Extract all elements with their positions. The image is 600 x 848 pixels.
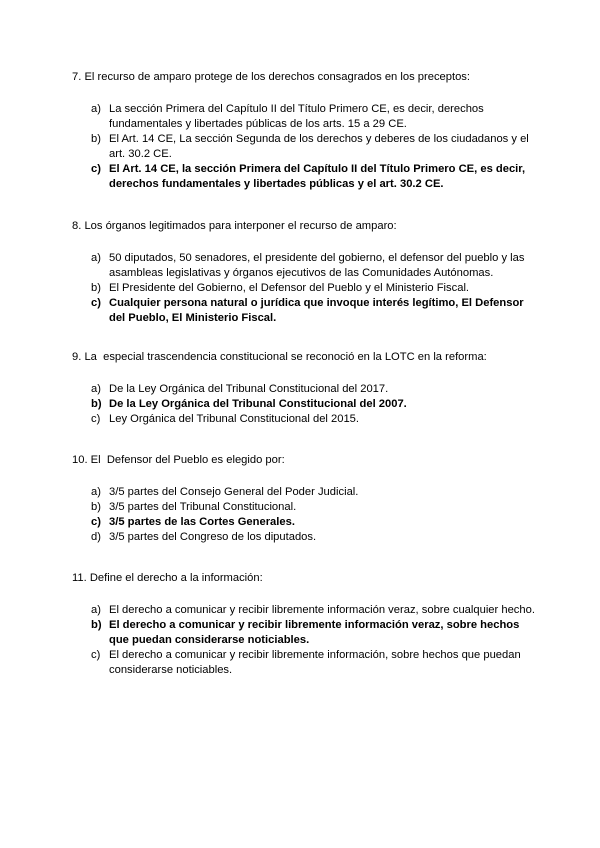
option-letter: d) xyxy=(91,531,101,543)
options-list xyxy=(72,485,542,545)
option-text: De la Ley Orgánica del Tribunal Constitucional del 2017. xyxy=(109,383,389,395)
option-letter: c) xyxy=(91,516,101,528)
question-8 xyxy=(72,219,542,326)
question-title: 11. Define el derecho a la información: xyxy=(72,572,263,584)
options-list xyxy=(72,251,542,326)
option-letter: a) xyxy=(91,252,101,264)
option-text: Ley Orgánica del Tribunal Constitucional del 2015. xyxy=(109,413,360,425)
option-text: La sección Primera del Capítulo II del Título Primero CE, es decir, derechos fundamentales y libertades públicas de los arts. 15 a 29 CE. xyxy=(109,103,484,130)
option-letter: b) xyxy=(91,133,101,145)
option-a xyxy=(91,382,542,397)
option-a xyxy=(91,251,542,281)
option-letter: a) xyxy=(91,383,101,395)
options-list xyxy=(72,382,542,427)
options-list xyxy=(72,102,542,192)
option-d xyxy=(91,530,542,545)
option-c-correct xyxy=(91,296,542,326)
option-b-correct xyxy=(91,618,542,648)
option-text: De la Ley Orgánica del Tribunal Constitucional del 2007. xyxy=(109,398,407,410)
question-title: 7. El recurso de amparo protege de los derechos consagrados en los preceptos: xyxy=(72,71,471,83)
option-c xyxy=(91,648,542,678)
question-9 xyxy=(72,350,542,427)
option-letter: c) xyxy=(91,649,101,661)
option-letter: c) xyxy=(91,297,101,309)
option-text: Cualquier persona natural o jurídica que invoque interés legítimo, El Defensor del Pueblo, El Ministerio Fiscal. xyxy=(109,297,524,324)
option-c-correct xyxy=(91,515,542,530)
option-letter: c) xyxy=(91,413,101,425)
question-11 xyxy=(72,571,542,678)
option-text: 3/5 partes del Tribunal Constitucional. xyxy=(109,501,297,513)
option-b-correct xyxy=(91,397,542,412)
option-c xyxy=(91,412,542,427)
option-letter: b) xyxy=(91,398,102,410)
question-title: 9. La especial trascendencia constitucional se reconoció en la LOTC en la reforma: xyxy=(72,351,487,363)
question-title: 8. Los órganos legitimados para interponer el recurso de amparo: xyxy=(72,220,397,232)
option-c-correct xyxy=(91,162,542,192)
option-text: 50 diputados, 50 senadores, el presidente del gobierno, el defensor del pueblo y las asambleas legislativas y órganos ejecutivos de las Comunidades Autónomas. xyxy=(109,252,525,279)
option-text: El Art. 14 CE, La sección Segunda de los derechos y deberes de los ciudadanos y el art. 30.2 CE. xyxy=(109,133,529,160)
question-title: 10. El Defensor del Pueblo es elegido por: xyxy=(72,454,285,466)
option-a xyxy=(91,603,542,618)
question-10 xyxy=(72,453,542,545)
option-text: El derecho a comunicar y recibir libremente información veraz, sobre cualquier hecho. xyxy=(109,604,535,616)
option-letter: a) xyxy=(91,103,101,115)
option-text: El Presidente del Gobierno, el Defensor del Pueblo y el Ministerio Fiscal. xyxy=(109,282,470,294)
option-text: 3/5 partes del Congreso de los diputados. xyxy=(109,531,317,543)
option-a xyxy=(91,485,542,500)
option-b xyxy=(91,500,542,515)
option-a xyxy=(91,102,542,132)
option-letter: c) xyxy=(91,163,101,175)
option-text: 3/5 partes del Consejo General del Poder Judicial. xyxy=(109,486,359,498)
option-letter: b) xyxy=(91,619,102,631)
option-letter: a) xyxy=(91,486,101,498)
option-letter: b) xyxy=(91,282,101,294)
option-b xyxy=(91,281,542,296)
options-list xyxy=(72,603,542,678)
option-text: El derecho a comunicar y recibir libremente información veraz, sobre hechos que puedan considerarse noticiables. xyxy=(109,619,520,646)
option-letter: b) xyxy=(91,501,101,513)
option-b xyxy=(91,132,542,162)
option-text: El derecho a comunicar y recibir libremente información, sobre hechos que puedan considerarse noticiables. xyxy=(109,649,521,676)
option-letter: a) xyxy=(91,604,101,616)
question-7 xyxy=(72,70,542,192)
option-text: 3/5 partes de las Cortes Generales. xyxy=(109,516,295,528)
option-text: El Art. 14 CE, la sección Primera del Capítulo II del Título Primero CE, es decir, derechos fundamentales y libertades públicas y el art. 30.2 CE. xyxy=(109,163,526,190)
